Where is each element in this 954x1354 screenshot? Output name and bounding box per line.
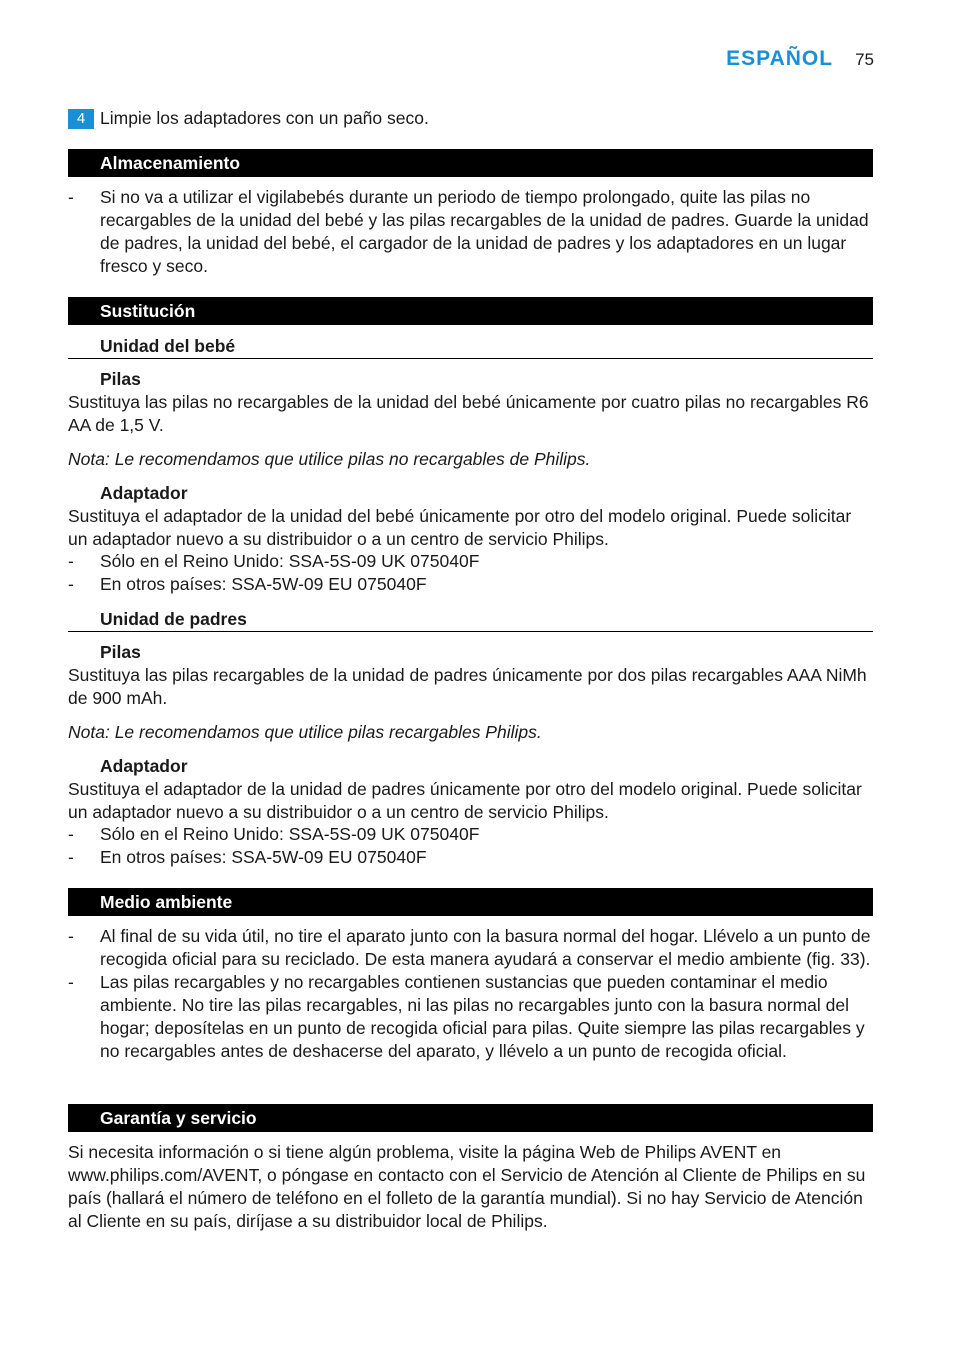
- parent-adapter-list: [68, 823, 873, 869]
- baby-adapter-list: [68, 550, 873, 596]
- baby-adapter-text: Sustituya el adaptador de la unidad del bebé únicamente por otro del modelo original. Puede solicitar un adaptador nuevo a su distribuidor o a un centro de servicio Philips.: [68, 506, 852, 549]
- baby-adapter-heading: Adaptador: [100, 483, 188, 503]
- baby-batteries-heading: Pilas: [100, 369, 141, 389]
- list-item: - Sólo en el Reino Unido: SSA-5S-09 UK 075040F: [68, 550, 873, 573]
- environment-list: [68, 925, 873, 1063]
- page-header: [726, 47, 874, 71]
- storage-list: [68, 186, 873, 278]
- list-item: - En otros países: SSA-5W-09 EU 075040F: [68, 573, 873, 596]
- parent-batteries-text: Sustituya las pilas recargables de la unidad de padres únicamente por dos pilas recargables AAA NiMh de 900 mAh.: [68, 665, 867, 708]
- list-item: - En otros países: SSA-5W-09 EU 075040F: [68, 846, 873, 869]
- parent-adapter-heading: Adaptador: [100, 756, 188, 776]
- parent-batteries-heading: Pilas: [100, 642, 141, 662]
- parent-batteries-note: Nota: Le recomendamos que utilice pilas recargables Philips.: [68, 722, 542, 742]
- section-replacement-heading: Sustitución: [68, 297, 873, 325]
- philips-avent-link[interactable]: www.philips.com/AVENT: [68, 1165, 258, 1185]
- section-warranty-heading: Garantía y servicio: [68, 1104, 873, 1132]
- language-label: ESPAÑOL: [726, 47, 834, 70]
- section-environment-heading: Medio ambiente: [68, 888, 873, 916]
- parent-adapter-text: Sustituya el adaptador de la unidad de padres únicamente por otro del modelo original. Puede solicitar un adaptador nuevo a su distribuidor o a un centro de servicio Philips.: [68, 779, 862, 822]
- subsection-parent-unit: Unidad de padres: [68, 607, 873, 632]
- list-item: - Al final de su vida útil, no tire el aparato junto con la basura normal del hogar. Llévelo a un punto de recogida oficial para su reciclado. De esta manera ayudará a conservar el medio ambiente (fig. 33).: [68, 925, 873, 971]
- list-item: - Si no va a utilizar el vigilabebés durante un periodo de tiempo prolongado, quite las pilas no recargables de la unidad del bebé y las pilas recargables de la unidad de padres. Guarde la unidad de padres, la unidad del bebé, el cargador de la unidad de padres y los adaptadores en un lugar fresco y seco.: [68, 186, 873, 278]
- step-number-badge: 4: [68, 109, 94, 129]
- page-number: 75: [855, 50, 874, 69]
- section-storage-heading: Almacenamiento: [68, 149, 873, 177]
- step-text: Limpie los adaptadores con un paño seco.: [100, 108, 429, 128]
- baby-batteries-text: Sustituya las pilas no recargables de la unidad del bebé únicamente por cuatro pilas no recargables R6 AA de 1,5 V.: [68, 392, 869, 435]
- warranty-text: Si necesita información o si tiene algún problema, visite la página Web de Philips AVENT en www.philips.com/AVENT, o póngase en contacto con el Servicio de Atención al Cliente de Philips en su país (hallará el número de teléfono en el folleto de la garantía mundial). Si no hay Servicio de Atención al Cliente en su país, diríjase a su distribuidor local de Philips.: [68, 1142, 866, 1231]
- list-item: - Sólo en el Reino Unido: SSA-5S-09 UK 075040F: [68, 823, 873, 846]
- subsection-baby-unit: Unidad del bebé: [68, 334, 873, 359]
- baby-batteries-note: Nota: Le recomendamos que utilice pilas no recargables de Philips.: [68, 449, 591, 469]
- step-4: [68, 107, 429, 130]
- list-item: - Las pilas recargables y no recargables contienen sustancias que pueden contaminar el medio ambiente. No tire las pilas recargables, ni las pilas no recargables junto con la basura normal del hogar; deposítelas en un punto de recogida oficial para pilas. Quite siempre las pilas recargables y no recargables antes de deshacerse del aparato, y llévelo a un punto de recogida oficial.: [68, 971, 873, 1063]
